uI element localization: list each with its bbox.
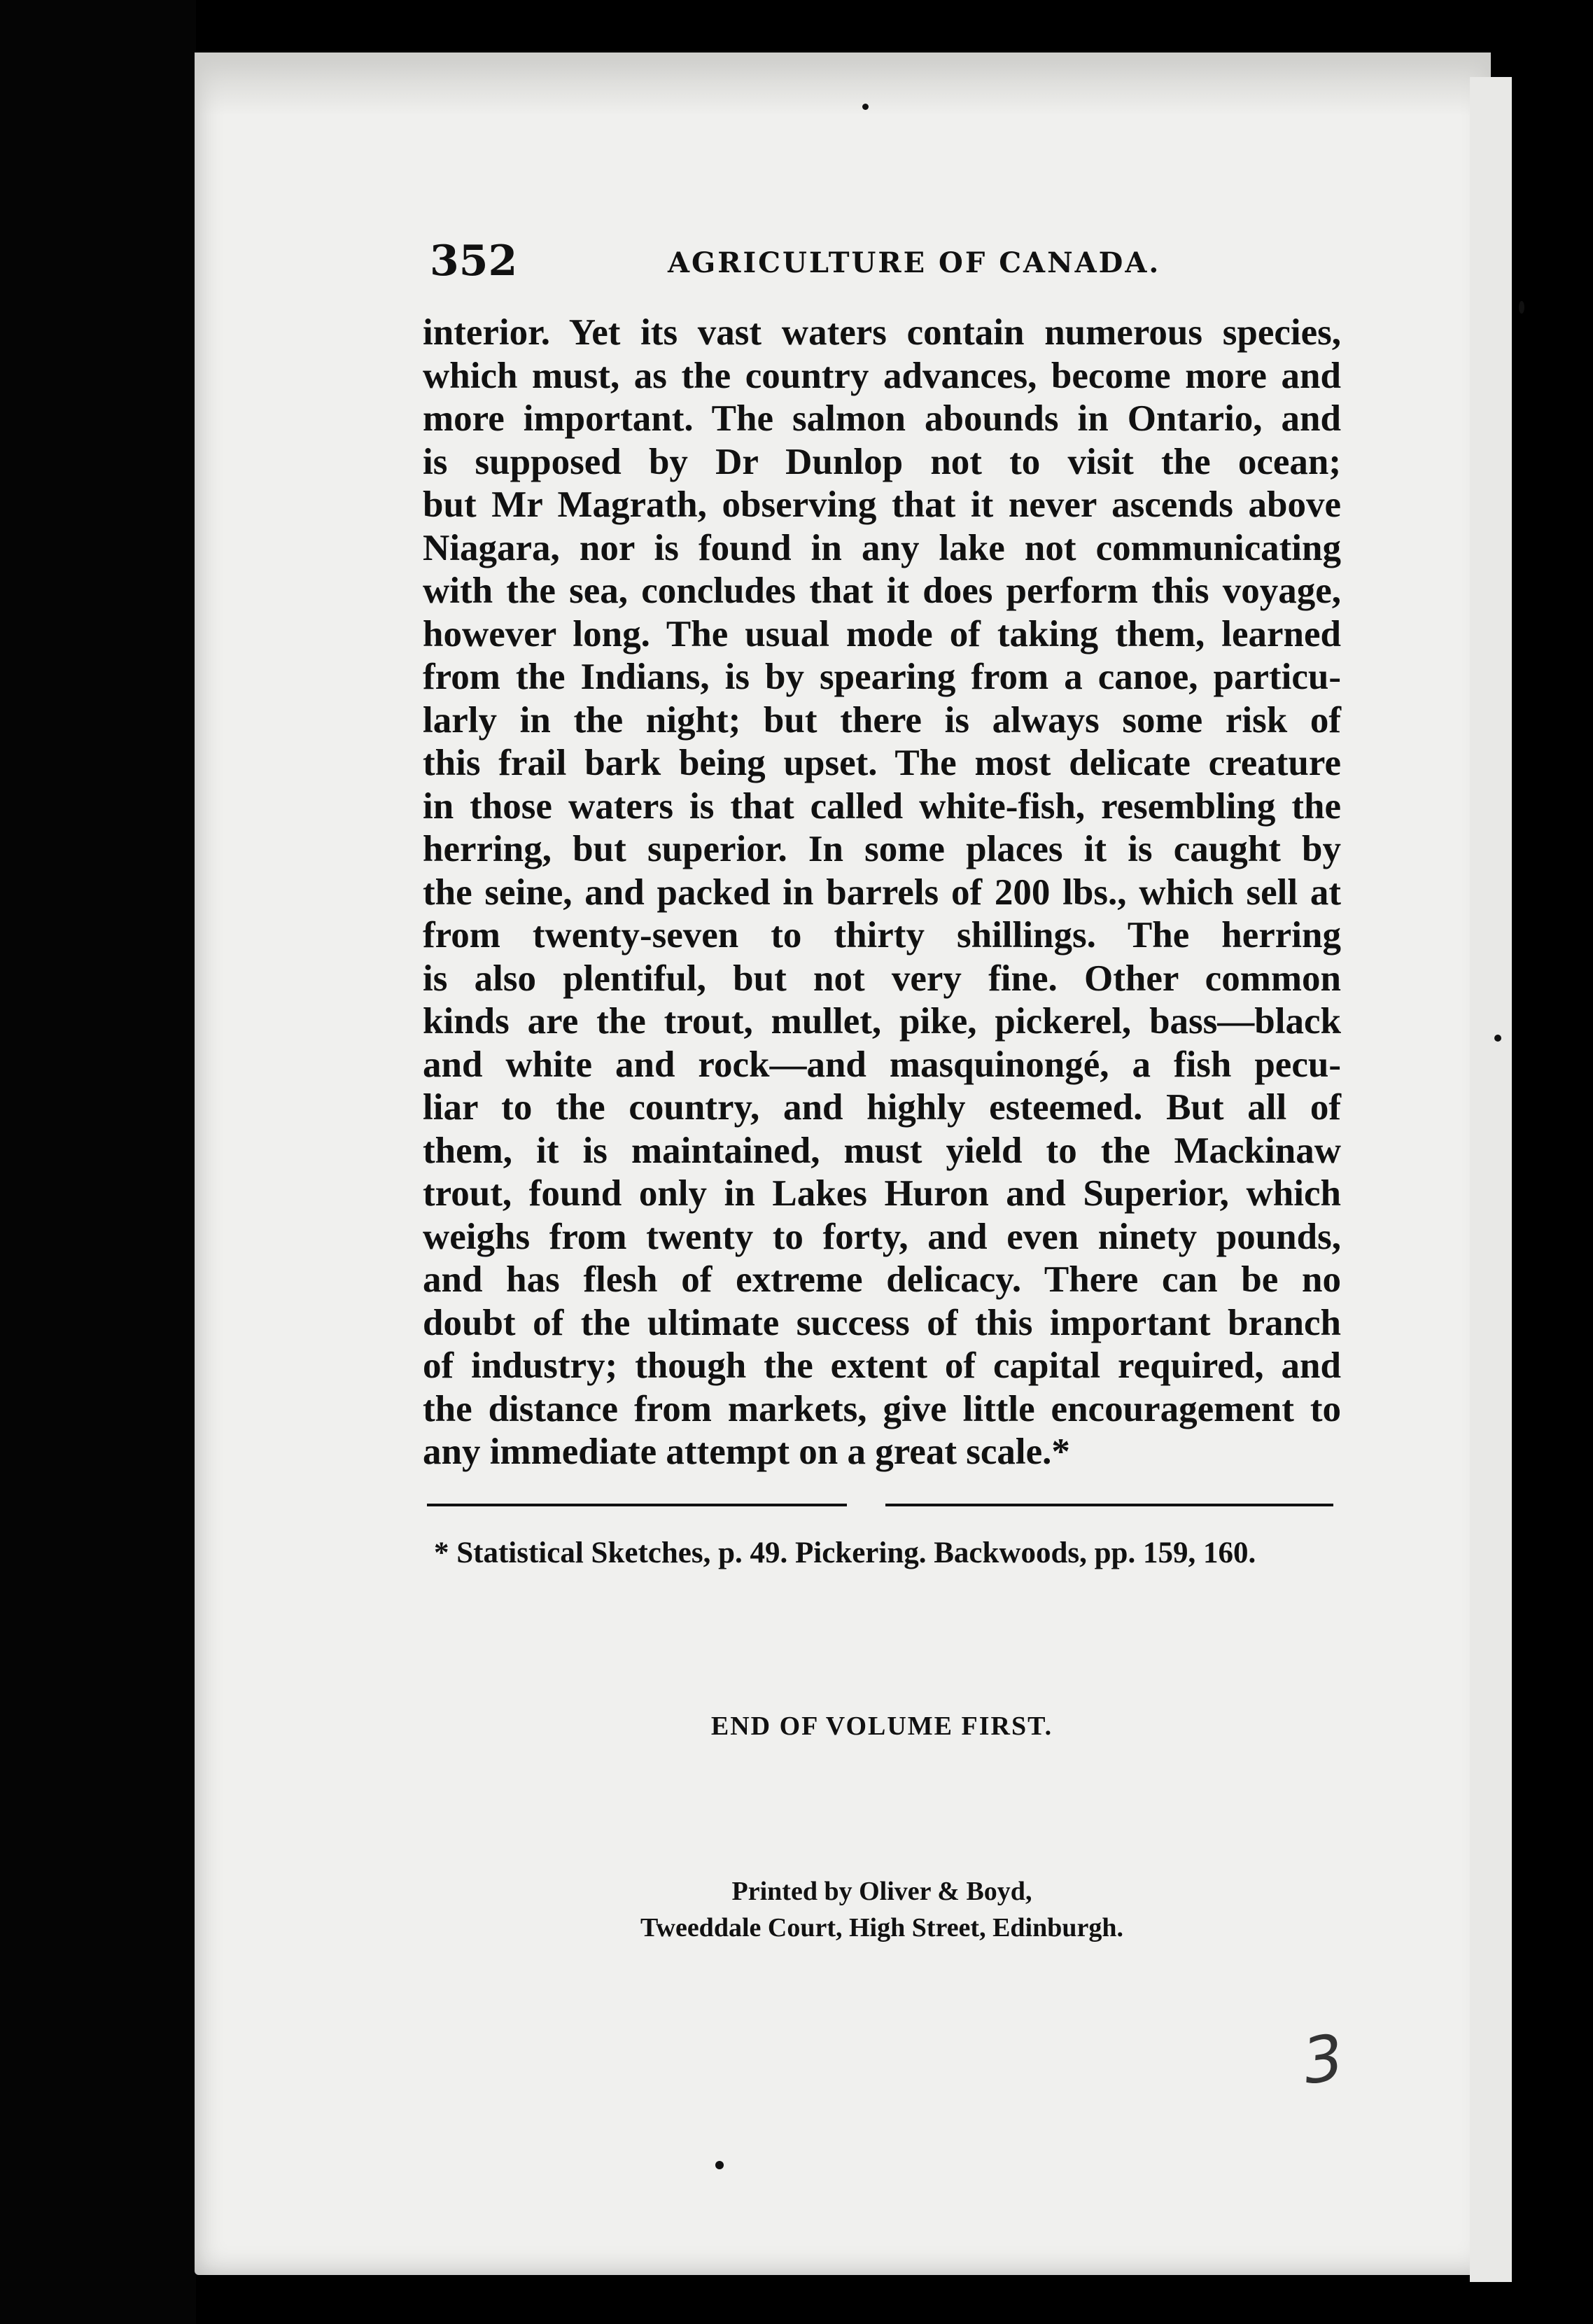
text-line: but Mr Magrath, observing that it never ascends above <box>423 484 1341 525</box>
text-line: in those waters is that called white-fish, resembling the <box>423 785 1341 827</box>
text-line: them, it is maintained, must yield to the Mackinaw <box>423 1130 1341 1171</box>
page-number: 352 <box>430 237 518 286</box>
ink-speck <box>862 104 869 110</box>
text-line: more important. The salmon abounds in Ontario, and <box>423 398 1341 439</box>
text-line: is supposed by Dr Dunlop not to visit the ocean; <box>423 441 1341 482</box>
text-line: from twenty-seven to thirty shillings. The herring <box>423 915 1341 955</box>
ink-speck <box>715 2161 724 2169</box>
text-line: larly in the night; but there is always some risk of <box>423 699 1341 741</box>
text-line: herring, but superior. In some places it is caught by <box>423 829 1341 869</box>
text-line: interior. Yet its vast waters contain numerous species, <box>423 312 1341 353</box>
text-line: from the Indians, is by spearing from a canoe, particu- <box>423 657 1341 697</box>
text-line: with the sea, concludes that it does perform this voyage, <box>423 570 1341 611</box>
footnote: * Statistical Sketches, p. 49. Pickering. Backwoods, pp. 159, 160. <box>434 1536 1256 1569</box>
text-line: the seine, and packed in barrels of 200 lbs., which sell at <box>423 872 1341 913</box>
text-line: and has flesh of extreme delicacy. There can be no <box>423 1259 1341 1300</box>
text-line: kinds are the trout, mullet, pike, pickerel, bass—black <box>423 1001 1341 1042</box>
text-line: trout, found only in Lakes Huron and Superior, which <box>423 1173 1341 1214</box>
pencil-annotation: 3 <box>1298 2020 1349 2099</box>
ink-speck <box>1519 301 1524 314</box>
text-line: this frail bark being upset. The most delicate creature <box>423 743 1341 783</box>
text-line: the distance from markets, give little encouragement to <box>423 1388 1341 1429</box>
text-line: weighs from twenty to forty, and even ninety pounds, <box>423 1216 1341 1257</box>
body-text <box>423 312 1341 1474</box>
running-head: AGRICULTURE OF CANADA. <box>668 246 1161 279</box>
page-top-edge <box>195 52 1491 115</box>
text-line: and white and rock—and masquinongé, a fish pecu- <box>423 1044 1341 1085</box>
text-line: of industry; though the extent of capital required, and <box>423 1345 1341 1386</box>
footnote-rule <box>427 1504 847 1506</box>
printer-imprint-line: Printed by Oliver & Boyd, <box>731 1877 1032 1906</box>
facing-page-edge <box>1470 77 1512 2282</box>
text-line: liar to the country, and highly esteemed. But all of <box>423 1087 1341 1128</box>
ink-speck <box>1494 1035 1501 1042</box>
page-header <box>430 237 1452 293</box>
text-line: Niagara, nor is found in any lake not communicating <box>423 527 1341 568</box>
printer-address-line: Tweeddale Court, High Street, Edinburgh. <box>640 1913 1124 1942</box>
scan-background <box>0 0 196 2324</box>
text-line: any immediate attempt on a great scale.* <box>423 1432 1070 1472</box>
text-line: which must, as the country advances, become more and <box>423 355 1341 396</box>
text-line: however long. The usual mode of taking them, learned <box>423 613 1341 654</box>
footnote-rule <box>885 1504 1333 1506</box>
text-line: doubt of the ultimate success of this important branch <box>423 1302 1341 1343</box>
end-of-volume-notice: END OF VOLUME FIRST. <box>710 1712 1053 1741</box>
text-line: is also plentiful, but not very fine. Other common <box>423 958 1341 999</box>
